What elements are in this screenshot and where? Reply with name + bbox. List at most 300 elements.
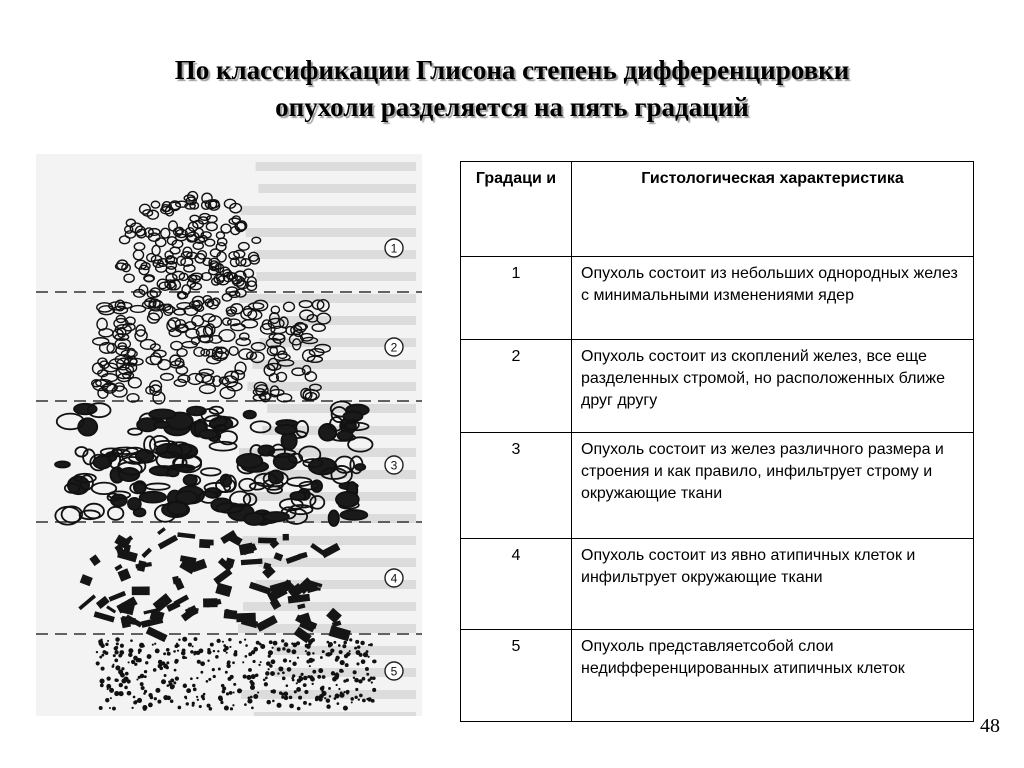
cell-dot	[350, 697, 354, 701]
cell-dot	[322, 675, 326, 679]
cell-dot	[167, 652, 171, 656]
grade-marker-label: 1	[390, 241, 398, 256]
cell-dot	[253, 694, 258, 699]
cell-dot	[197, 699, 199, 701]
cell-dot	[330, 648, 334, 652]
faint-text-line	[246, 228, 416, 237]
cell-dot	[265, 677, 268, 680]
cell-dot	[317, 675, 321, 679]
cell-dot	[277, 703, 282, 708]
cell-dot	[220, 701, 223, 704]
cell-dot	[186, 688, 191, 693]
gland-ring	[242, 320, 258, 328]
cell-dot	[233, 652, 237, 656]
infiltrating-cells	[132, 586, 150, 595]
cell-dot	[133, 656, 138, 661]
cell-dot	[128, 661, 130, 663]
grade-marker-label: 5	[390, 664, 398, 679]
cell-dot	[281, 693, 284, 696]
cell-dot	[328, 644, 331, 647]
cell-dot	[246, 675, 251, 680]
cell-dot	[263, 678, 266, 681]
cell-dot	[166, 648, 170, 652]
cell-dot	[166, 661, 169, 664]
cell-dot	[277, 647, 281, 651]
cell-dot	[232, 661, 235, 664]
cell-dot	[268, 650, 273, 655]
cell-dot	[114, 659, 118, 663]
cell-dot	[155, 688, 160, 693]
cell-dot	[327, 641, 330, 644]
cell-dot	[372, 688, 376, 692]
table-row	[461, 630, 974, 722]
cell-dot	[248, 652, 252, 656]
cell-dot	[349, 638, 352, 641]
cell-dot	[137, 658, 141, 662]
cell-dot	[305, 650, 307, 652]
cell-dot	[294, 690, 297, 693]
gland-ring	[134, 243, 144, 251]
cell-dot	[362, 699, 366, 703]
cell-dot	[245, 644, 248, 647]
cell-dot	[131, 707, 133, 709]
cell-dot	[358, 698, 360, 700]
infiltrating-cells	[177, 532, 195, 538]
cell-dot	[351, 701, 353, 703]
faint-text-line	[256, 162, 416, 171]
cell-dot	[253, 660, 256, 663]
gland-ring	[93, 338, 109, 345]
cell-dot	[343, 691, 345, 693]
infiltrating-cells	[106, 605, 116, 613]
cell-dot	[222, 641, 224, 643]
cell-dot	[171, 684, 175, 688]
cell-dot	[107, 677, 111, 681]
cell-dot	[297, 707, 301, 711]
cell-dot	[119, 683, 123, 687]
cell-dot	[99, 678, 104, 683]
cell-dot	[196, 696, 198, 698]
cell-dot	[115, 637, 120, 642]
cell-dot	[170, 700, 173, 703]
cell-dot	[175, 676, 179, 680]
cell-dot	[115, 646, 119, 650]
cell-dot	[154, 643, 156, 645]
table-row	[461, 340, 974, 433]
cell-dot	[237, 688, 242, 693]
gland-ring	[239, 243, 250, 251]
cell-dot	[311, 683, 313, 685]
gland-shape	[201, 468, 221, 475]
cell-dot	[308, 642, 311, 645]
cell-dot	[194, 637, 198, 641]
cell-dot	[298, 696, 302, 700]
infiltrating-cells	[94, 611, 115, 622]
cell-dot	[101, 667, 105, 671]
cell-dot	[292, 662, 296, 666]
cell-dot	[188, 643, 192, 647]
cell-dot	[199, 705, 202, 708]
gland-ring	[198, 251, 207, 259]
cell-dot	[217, 650, 219, 652]
cell-dot	[232, 704, 234, 706]
description-cell: Опухоль состоит из явно атипичных клеток и инфильтрует окружающие ткани	[572, 539, 974, 630]
header-histology: Гистологическая характеристика	[572, 162, 974, 257]
gland-shape	[355, 464, 365, 470]
cell-dot	[271, 659, 276, 664]
cell-dot	[106, 684, 111, 689]
gland-ring	[99, 329, 113, 337]
gland-ring	[151, 201, 159, 208]
gland-ring	[235, 362, 246, 374]
cell-dot	[306, 651, 310, 655]
gland-shape	[210, 417, 233, 430]
cell-dot	[230, 675, 234, 679]
cell-dot	[272, 700, 275, 703]
cell-dot	[219, 697, 223, 701]
cell-dot	[371, 681, 373, 683]
gland-shape	[338, 431, 353, 441]
cell-dot	[128, 653, 132, 657]
cell-dot	[286, 684, 289, 687]
cell-dot	[308, 703, 311, 706]
cell-dot	[370, 677, 373, 680]
infiltrating-cells	[258, 537, 276, 543]
cell-dot	[250, 696, 253, 699]
cell-dot	[321, 691, 326, 696]
cell-dot	[125, 672, 129, 676]
cell-dot	[366, 673, 369, 676]
cell-dot	[227, 662, 230, 665]
gleason-grade-table	[460, 161, 974, 722]
cell-dot	[193, 688, 197, 692]
gland-ring	[221, 224, 231, 233]
cell-dot	[292, 649, 297, 654]
gland-ring	[99, 306, 115, 315]
cell-dot	[193, 653, 196, 656]
infiltrating-cells	[321, 543, 341, 558]
cell-dot	[210, 643, 214, 647]
cell-dot	[174, 644, 178, 648]
cell-dot	[164, 674, 167, 677]
cell-dot	[96, 651, 98, 653]
cell-dot	[128, 648, 133, 653]
table-header-row	[461, 162, 974, 257]
cell-dot	[312, 670, 316, 674]
cell-dot	[148, 693, 152, 697]
cell-dot	[99, 706, 103, 710]
cell-dot	[163, 652, 166, 655]
cell-dot	[228, 638, 231, 641]
table-row	[461, 257, 974, 340]
cell-dot	[335, 658, 339, 662]
cell-dot	[190, 650, 194, 654]
cell-dot	[273, 641, 278, 646]
gland-shape	[329, 510, 339, 526]
cell-dot	[196, 651, 200, 655]
cell-dot	[200, 671, 203, 674]
cell-dot	[154, 697, 157, 700]
cell-dot	[363, 652, 368, 657]
infiltrating-cells	[158, 535, 178, 550]
cell-dot	[360, 641, 364, 645]
gleason-pattern-illustration	[36, 154, 422, 716]
cell-dot	[271, 691, 273, 693]
gland-shape	[244, 513, 264, 525]
cell-dot	[216, 639, 220, 643]
cell-dot	[339, 669, 343, 673]
cell-dot	[270, 671, 275, 676]
cell-dot	[322, 686, 325, 689]
cell-dot	[289, 660, 291, 662]
cell-dot	[99, 642, 101, 644]
cell-dot	[209, 679, 211, 681]
cell-dot	[207, 704, 211, 708]
cell-dot	[233, 691, 235, 693]
gland-shape	[211, 498, 232, 511]
cell-dot	[136, 678, 138, 680]
cell-dot	[291, 642, 294, 645]
cell-dot	[338, 644, 341, 647]
gland-ring	[125, 231, 135, 238]
gland-ring	[284, 302, 295, 311]
grade-marker-label: 3	[390, 458, 398, 473]
cell-dot	[123, 677, 128, 682]
cell-dot	[354, 678, 359, 683]
cell-dot	[185, 697, 187, 699]
cell-dot	[118, 654, 122, 658]
cell-dot	[116, 642, 119, 645]
cell-dot	[289, 696, 293, 700]
cell-dot	[325, 653, 329, 657]
gland-shape	[92, 483, 117, 495]
gland-shape	[140, 492, 166, 503]
cell-dot	[303, 676, 307, 680]
gland-shape	[149, 409, 175, 418]
table-row	[461, 433, 974, 539]
cell-dot	[145, 661, 148, 664]
gland-ring	[152, 245, 160, 255]
cell-dot	[143, 707, 147, 711]
infiltrating-cells	[146, 626, 168, 642]
description-cell: Опухоль состоит из скоплений желез, все еще разделенных стромой, но расположенных ближе друг другу	[572, 340, 974, 433]
cell-dot	[340, 691, 343, 694]
cell-dot	[138, 648, 142, 652]
cell-dot	[309, 665, 311, 667]
cell-dot	[112, 664, 114, 666]
infiltrating-cells	[173, 595, 189, 607]
infiltrating-cells	[199, 539, 210, 548]
cell-dot	[329, 695, 331, 697]
infiltrating-cells	[141, 548, 152, 558]
cell-dot	[183, 684, 187, 688]
cell-dot	[265, 671, 270, 676]
cell-dot	[357, 645, 360, 648]
infiltrating-cells	[283, 534, 289, 541]
gland-shape	[154, 422, 169, 428]
cell-dot	[337, 702, 340, 705]
gland-shape	[128, 498, 141, 510]
cell-dot	[157, 700, 161, 704]
cell-dot	[112, 707, 116, 711]
cell-dot	[148, 703, 153, 708]
cell-dot	[353, 670, 357, 674]
cell-dot	[242, 661, 244, 663]
cell-dot	[257, 691, 259, 693]
description-cell: Опухоль состоит из желез различного размера и строения и как правило, инфильтрует строму и окружающие ткани	[572, 433, 974, 539]
cell-dot	[159, 666, 163, 670]
gland-ring	[249, 303, 264, 309]
cell-dot	[243, 675, 247, 679]
gland-shape	[184, 475, 197, 485]
cell-dot	[114, 650, 118, 654]
cell-dot	[342, 644, 346, 648]
faint-text-line	[241, 206, 416, 215]
cell-dot	[233, 683, 236, 686]
cell-dot	[153, 668, 157, 672]
cell-dot	[147, 654, 152, 659]
cell-dot	[304, 690, 308, 694]
cell-dot	[319, 697, 322, 700]
cell-dot	[186, 702, 189, 705]
infiltrating-cells	[239, 543, 254, 556]
cell-dot	[229, 691, 233, 695]
cell-dot	[161, 679, 166, 684]
cell-dot	[206, 680, 209, 683]
cell-dot	[178, 639, 180, 641]
cell-dot	[141, 686, 145, 690]
cell-dot	[251, 707, 254, 710]
cell-dot	[264, 682, 268, 686]
header-grade: Градаци и	[461, 162, 572, 257]
grade-cell: 3	[461, 433, 572, 539]
cell-dot	[229, 646, 231, 648]
cell-dot	[266, 661, 271, 666]
cell-dot	[260, 661, 262, 663]
grade-marker-label: 4	[390, 571, 398, 586]
slide-title-line-1: По классификации Глисона степень дифференцировки	[174, 55, 850, 85]
infiltrating-cells	[80, 574, 93, 586]
cell-dot	[361, 659, 366, 664]
cell-dot	[353, 677, 355, 679]
cell-dot	[307, 675, 310, 678]
cell-dot	[258, 664, 260, 666]
cell-dot	[213, 650, 215, 652]
infiltrating-cells	[114, 564, 122, 571]
cell-dot	[182, 637, 187, 642]
cell-dot	[159, 662, 163, 666]
cell-dot	[131, 660, 135, 664]
cell-dot	[356, 662, 359, 665]
slide-title	[40, 52, 984, 126]
cell-dot	[355, 688, 358, 691]
cell-dot	[312, 659, 315, 662]
cell-dot	[244, 703, 247, 706]
cell-dot	[336, 684, 338, 686]
cell-dot	[324, 697, 326, 699]
cell-dot	[152, 644, 154, 646]
gland-ring	[124, 274, 134, 282]
cell-dot	[174, 660, 178, 664]
cell-dot	[292, 679, 295, 682]
cell-dot	[182, 656, 185, 659]
cell-dot	[101, 654, 104, 657]
gland-ring	[206, 223, 217, 231]
faint-text-line	[241, 690, 416, 699]
gland-shape	[237, 454, 263, 468]
infiltrating-cells	[213, 568, 232, 585]
cell-dot	[329, 652, 332, 655]
cell-dot	[224, 706, 229, 711]
gland-shape	[336, 492, 359, 507]
gland-ring	[312, 324, 325, 331]
faint-text-line	[258, 558, 416, 567]
gland-shape	[244, 411, 256, 419]
cell-dot	[230, 707, 233, 710]
cell-dot	[124, 686, 128, 690]
cell-dot	[277, 672, 279, 674]
cell-dot	[303, 683, 307, 687]
cell-dot	[289, 704, 294, 709]
cell-dot	[365, 667, 369, 671]
cell-dot	[339, 650, 343, 654]
cell-dot	[173, 681, 176, 684]
gland-ring	[229, 347, 238, 356]
cell-dot	[343, 706, 348, 711]
cell-dot	[221, 684, 225, 688]
cell-dot	[223, 649, 227, 653]
gland-ring	[161, 374, 174, 381]
gleason-pattern-drawing	[36, 154, 422, 716]
cell-dot	[197, 660, 201, 664]
cell-dot	[113, 654, 116, 657]
gland-shape	[276, 425, 297, 434]
cell-dot	[296, 687, 301, 692]
cell-dot	[142, 645, 145, 648]
cell-dot	[109, 707, 111, 709]
cell-dot	[167, 684, 170, 687]
cell-dot	[349, 650, 351, 652]
cell-dot	[207, 660, 209, 662]
cell-dot	[320, 656, 323, 659]
cell-dot	[114, 691, 119, 696]
cell-dot	[322, 650, 325, 653]
cell-dot	[340, 660, 345, 665]
cell-dot	[268, 668, 270, 670]
cell-dot	[245, 655, 248, 658]
cell-dot	[283, 658, 287, 662]
gland-ring	[157, 279, 168, 288]
cell-dot	[282, 677, 286, 681]
cell-dot	[359, 694, 363, 698]
cell-dot	[173, 650, 176, 653]
cell-dot	[196, 677, 198, 679]
cell-dot	[356, 650, 361, 655]
cell-dot	[212, 668, 215, 671]
cell-dot	[110, 697, 112, 699]
cell-dot	[367, 697, 371, 701]
cell-dot	[312, 652, 314, 654]
cell-dot	[299, 677, 304, 682]
gland-shape	[146, 483, 170, 489]
cell-dot	[362, 677, 366, 681]
cell-dot	[282, 671, 285, 674]
cell-dot	[155, 648, 160, 653]
faint-text-line	[271, 316, 416, 325]
gland-shape	[290, 492, 305, 500]
cell-dot	[248, 668, 252, 672]
gland-ring	[200, 385, 216, 394]
